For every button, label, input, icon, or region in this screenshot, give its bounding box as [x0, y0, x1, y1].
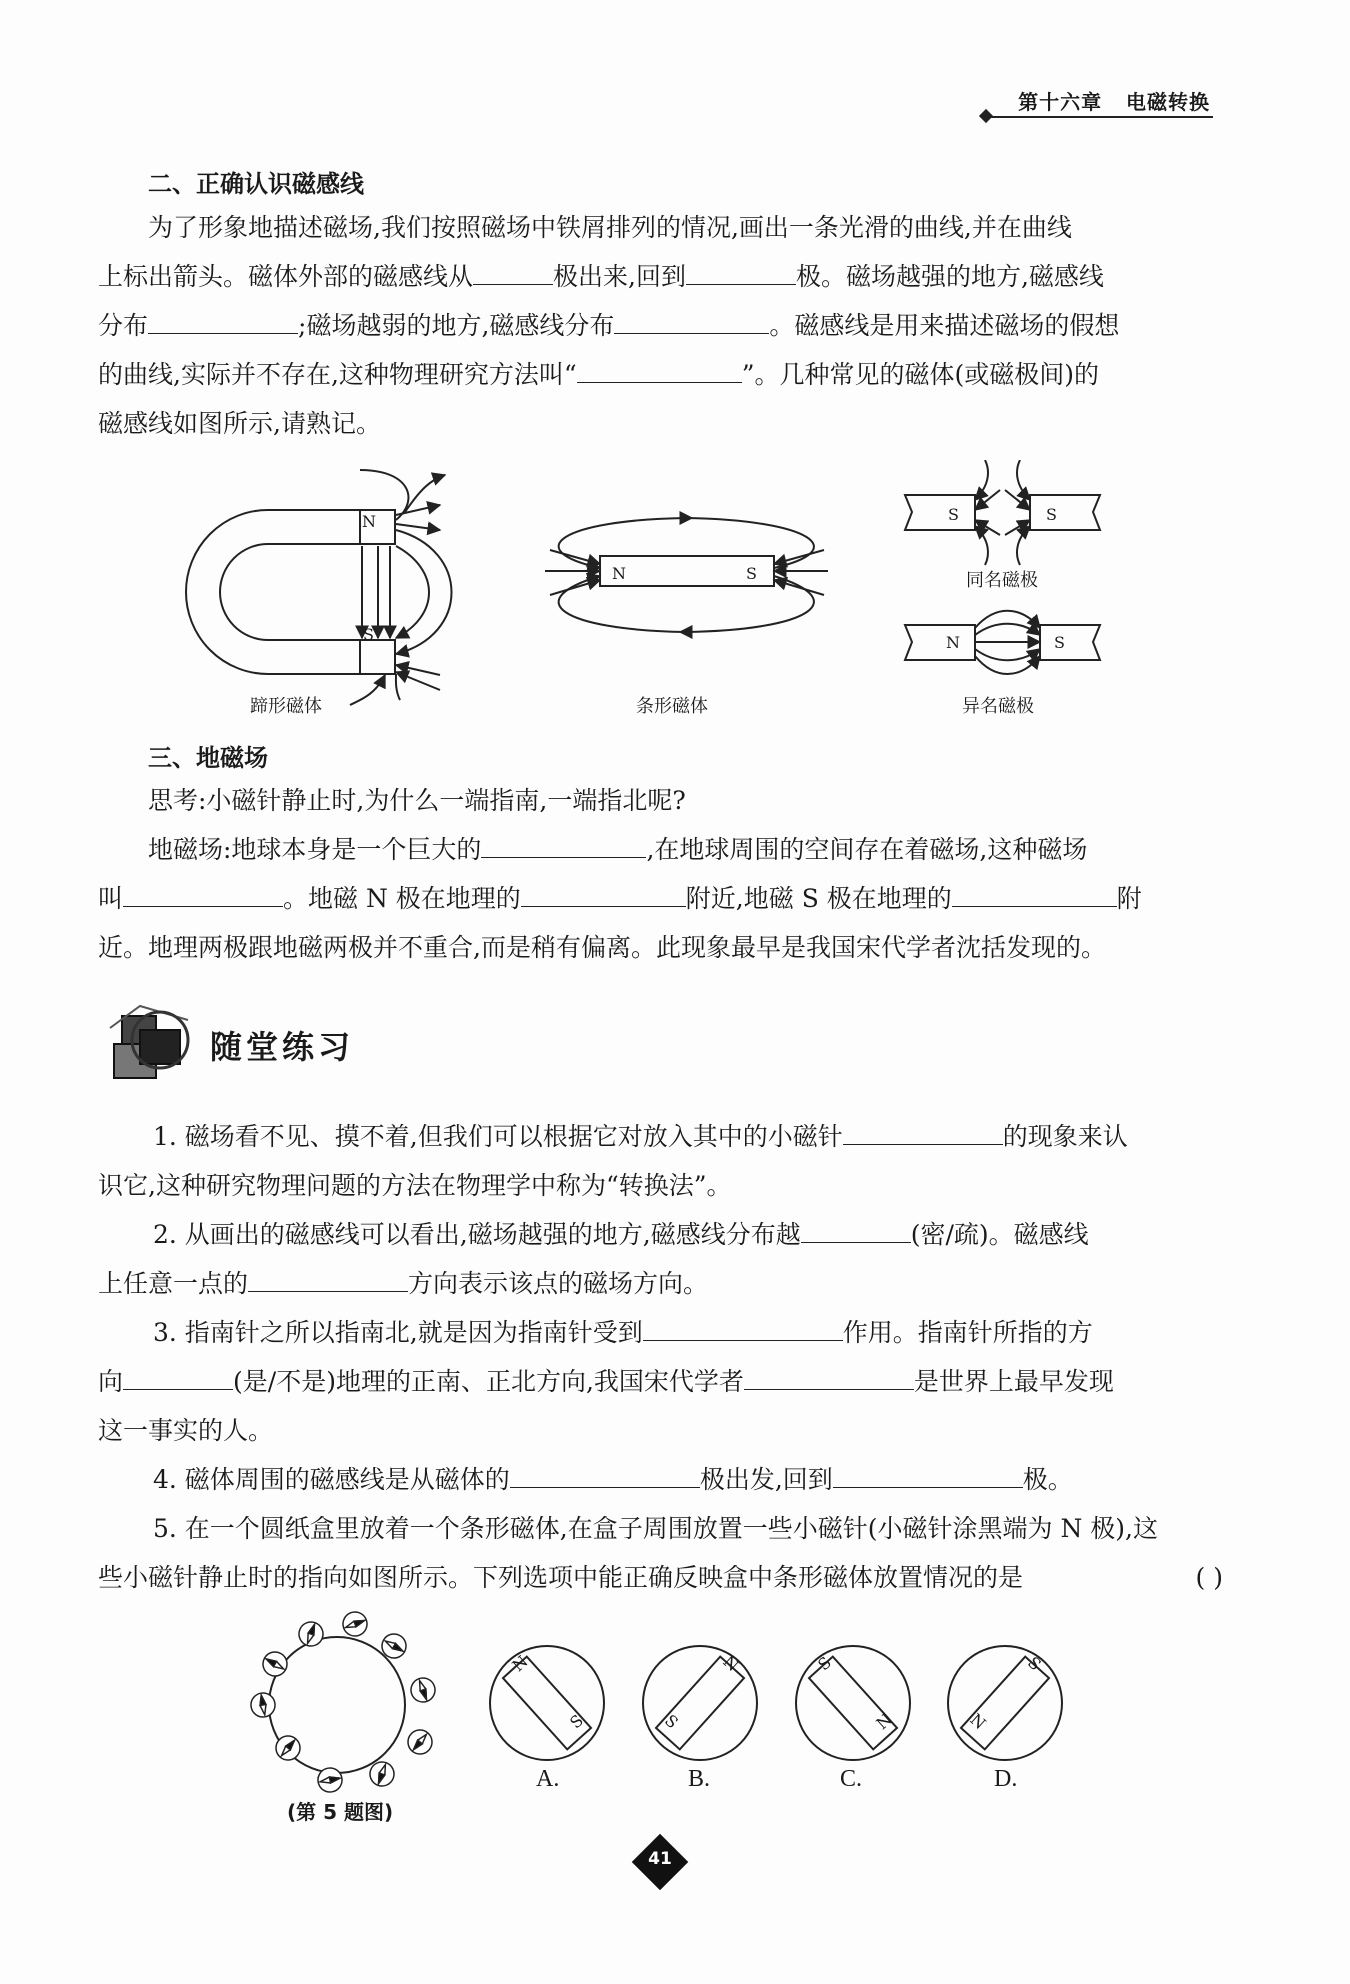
header-rule: [985, 116, 1213, 118]
section2-heading: 二、正确认识磁感线: [148, 170, 364, 198]
compass-needle: [249, 1691, 277, 1719]
blank-S-pole-location[interactable]: [952, 882, 1117, 907]
blank-q3-yesno[interactable]: [123, 1365, 233, 1390]
blank-q2-direction[interactable]: [248, 1267, 408, 1292]
unlike-poles-caption: 异名磁极: [962, 696, 1034, 717]
option-C-label[interactable]: C.: [840, 1766, 863, 1792]
optD-N: N: [966, 1709, 990, 1734]
q1c: 识它,这种研究物理问题的方法在物理学中称为“转换法”。: [98, 1171, 732, 1200]
page-number: 41: [648, 1849, 672, 1869]
q3e: 是世界上最早发现: [913, 1367, 1114, 1396]
blank-q4-to[interactable]: [833, 1463, 1023, 1488]
unlike-S-label: S: [1054, 633, 1065, 652]
bar-magnet: [545, 518, 828, 632]
s3-g2b: 。地磁 N 极在地理的: [283, 884, 521, 913]
blank-weak-distribution[interactable]: [614, 309, 769, 334]
s2-l2c: 极。磁场越强的地方,磁感线: [795, 262, 1104, 291]
blank-field-name[interactable]: [123, 882, 283, 907]
q5a: 5. 在一个圆纸盒里放着一个条形磁体,在盒子周围放置一些小磁针(小磁针涂黑端为 N 极),这: [153, 1514, 1158, 1543]
blank-q4-from[interactable]: [510, 1463, 700, 1488]
horseshoe-magnet: [186, 470, 452, 705]
bar-N-label: N: [612, 564, 626, 583]
s2-l3b: ;磁场越弱的地方,磁感线分布: [298, 311, 615, 340]
think-question: 思考:小磁针静止时,为什么一端指南,一端指北呢?: [148, 786, 686, 815]
q4c: 极。: [1022, 1465, 1073, 1494]
blank-earth-magnet[interactable]: [481, 833, 646, 858]
q2b: (密/疏)。磁感线: [910, 1220, 1089, 1249]
optC-N: N: [872, 1709, 896, 1734]
blank-strong-distribution[interactable]: [148, 309, 298, 334]
compass-needle: [408, 1675, 439, 1706]
blank-q3-scholar[interactable]: [744, 1365, 914, 1390]
q3a: 3. 指南针之所以指南北,就是因为指南针受到: [153, 1318, 643, 1347]
chapter-title: 电磁转换: [1126, 90, 1210, 114]
blank-q2-dense[interactable]: [801, 1218, 911, 1243]
q4a: 4. 磁体周围的磁感线是从磁体的: [153, 1465, 510, 1494]
bar-S-label: S: [746, 564, 757, 583]
option-D-label[interactable]: D.: [994, 1766, 1018, 1792]
compass-needle: [378, 1630, 411, 1663]
s2-l5: 磁感线如图所示,请熟记。: [98, 409, 381, 438]
s3-g1a: 地磁场:地球本身是一个巨大的: [148, 835, 482, 864]
chapter-header: [1018, 86, 1210, 115]
section3-text: [98, 776, 1218, 972]
optD-S: S: [1024, 1652, 1045, 1675]
q3d: (是/不是)地理的正南、正北方向,我国宋代学者: [233, 1367, 744, 1396]
horseshoe-caption: 蹄形磁体: [250, 696, 322, 717]
q4b: 极出发,回到: [699, 1465, 833, 1494]
optA-N: N: [508, 1651, 532, 1676]
q5-answer-paren[interactable]: ( ): [1195, 1563, 1223, 1592]
unlike-poles: [905, 611, 1100, 674]
q5b: 些小磁针静止时的指向如图所示。下列选项中能正确反映盒中条形磁体放置情况的是: [98, 1563, 1024, 1592]
section2-text: [98, 203, 1218, 448]
s2-l2b: 极出来,回到: [553, 262, 686, 291]
compass-needle: [403, 1725, 437, 1759]
header-diamond: [979, 109, 993, 123]
s2-l4a: 的曲线,实际并不存在,这种物理研究方法叫“: [98, 360, 577, 389]
unlike-N-label: N: [946, 633, 960, 652]
s2-l3c: 。磁感线是用来描述磁场的假想: [769, 311, 1120, 340]
q1a: 1. 磁场看不见、摸不着,但我们可以根据它对放入其中的小磁针: [153, 1122, 843, 1151]
like-poles: [905, 460, 1100, 565]
s2-l2a: 上标出箭头。磁体外部的磁感线从: [98, 262, 474, 291]
optA-S: S: [566, 1710, 587, 1733]
option-A-label[interactable]: A.: [536, 1766, 560, 1792]
q2c: 上任意一点的: [98, 1269, 249, 1298]
s2-line1: 为了形象地描述磁场,我们按照磁场中铁屑排列的情况,画出一条光滑的曲线,并在曲线: [148, 213, 1072, 242]
q3b: 作用。指南针所指的方: [842, 1318, 1093, 1347]
optB-N: N: [719, 1651, 743, 1676]
compass-needle: [259, 1648, 292, 1681]
s3-g1b: ,在地球周围的空间存在着磁场,这种磁场: [646, 835, 1088, 864]
section3-heading: 三、地磁场: [148, 744, 268, 772]
q3c: 向: [98, 1367, 124, 1396]
like-poles-caption: 同名磁极: [966, 570, 1038, 591]
s2-l4b: ”。几种常见的磁体(或磁极间)的: [741, 360, 1099, 389]
q1b: 的现象来认: [1002, 1122, 1128, 1151]
q5-figure-caption: (第 5 题图): [287, 1800, 394, 1824]
like-S-left-label: S: [948, 505, 959, 524]
blank-in-pole[interactable]: [686, 260, 796, 285]
compass-needle: [316, 1766, 344, 1794]
bar-caption: 条形磁体: [636, 696, 708, 717]
blank-N-pole-location[interactable]: [521, 882, 686, 907]
horseshoe-S-label: S: [363, 625, 374, 644]
practice-title: 随堂练习: [210, 1028, 355, 1066]
blank-method-name[interactable]: [577, 358, 742, 383]
blank-q3-force[interactable]: [643, 1316, 843, 1341]
s3-g3: 近。地理两极跟地磁两极并不重合,而是稍有偏离。此现象最早是我国宋代学者沈括发现的。: [98, 933, 1106, 962]
optB-S: S: [661, 1710, 682, 1733]
q2a: 2. 从画出的磁感线可以看出,磁场越强的地方,磁感线分布越: [153, 1220, 801, 1249]
compass-needle: [296, 1619, 327, 1650]
compass-needle: [367, 1759, 398, 1790]
s3-g2a: 叫: [98, 884, 124, 913]
compass-needle: [340, 1609, 371, 1640]
practice-questions: [98, 1112, 1223, 1602]
blank-q1[interactable]: [843, 1120, 1003, 1145]
q2d: 方向表示该点的磁场方向。: [408, 1269, 709, 1298]
optC-S: S: [814, 1652, 835, 1675]
compass-needles: [0, 1600, 1350, 1800]
option-B-label[interactable]: B.: [688, 1766, 711, 1792]
s3-g2d: 附: [1116, 884, 1142, 913]
like-S-right-label: S: [1046, 505, 1057, 524]
s3-g2c: 附近,地磁 S 极在地理的: [685, 884, 952, 913]
q3f: 这一事实的人。: [98, 1416, 274, 1445]
blank-out-pole[interactable]: [473, 260, 553, 285]
s2-l3a: 分布: [98, 311, 149, 340]
chapter-number: 第十六章: [1018, 90, 1103, 114]
compass-needle: [271, 1731, 305, 1765]
horseshoe-N-label: N: [362, 512, 376, 531]
practice-icon: [100, 1000, 210, 1090]
field-lines-figure: [0, 460, 1350, 730]
